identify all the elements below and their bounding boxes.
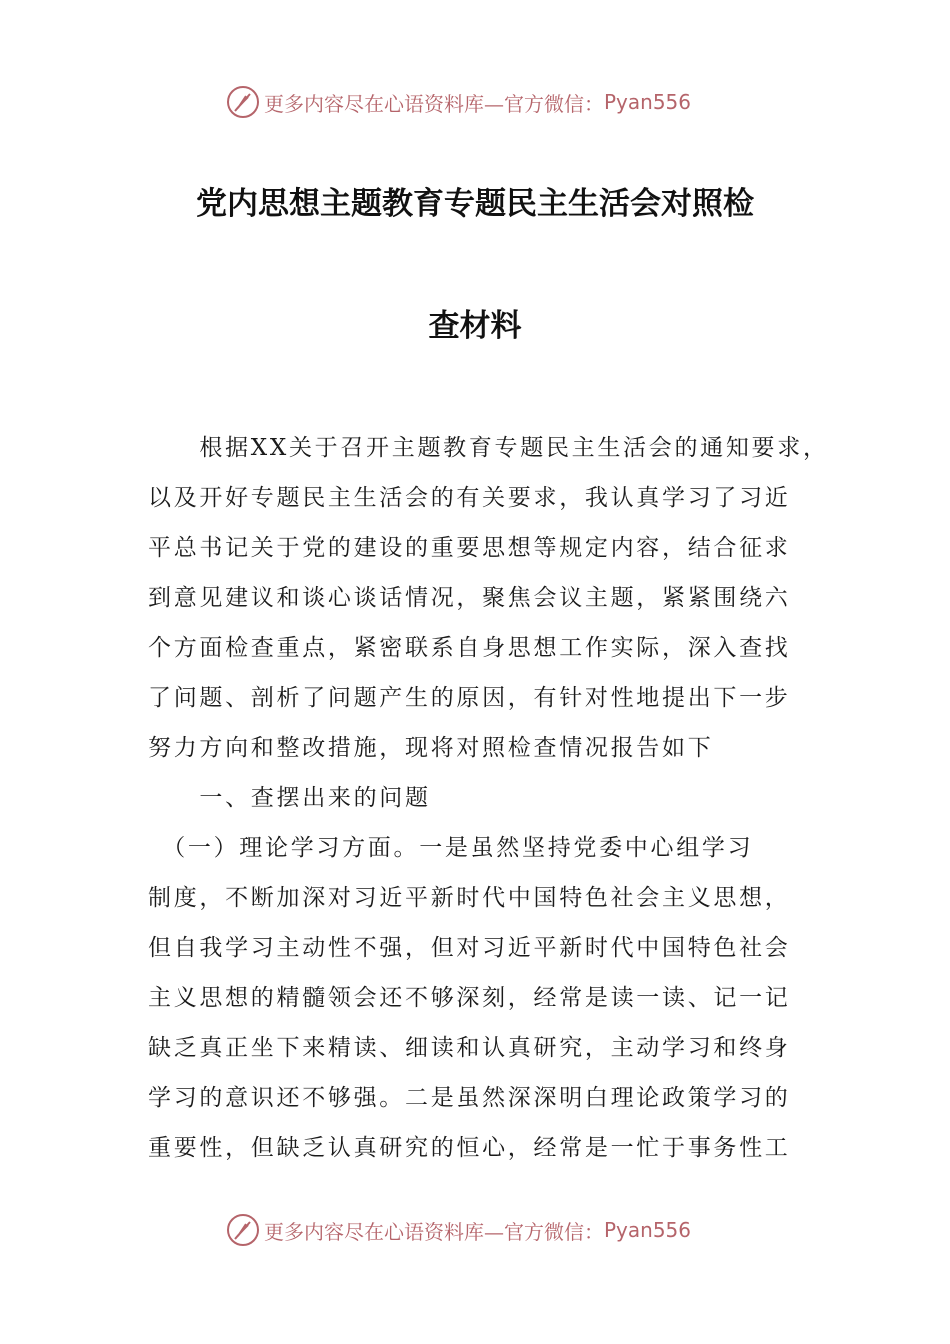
body-line: 学习的意识还不够强。二是虽然深深明白理论政策学习的 [148,1085,791,1111]
watermark-text: 更多内容尽在心语资料库—官方微信： [264,1219,604,1244]
body-line: 重要性，但缺乏认真研究的恒心，经常是一忙于事务性工 [148,1135,791,1161]
watermark-text: 更多内容尽在心语资料库—官方微信： [264,91,604,116]
body-line: 平总书记关于党的建设的重要思想等规定内容，结合征求 [148,535,791,561]
document-title-line-2: 查材料 [428,308,522,344]
document-body [148,428,829,1178]
body-line: 以及开好专题民主生活会的有关要求，我认真学习了习近 [148,485,791,511]
document-title-line-1: 党内思想主题教育专题民主生活会对照检 [196,186,754,222]
body-line: 制度，不断加深对习近平新时代中国特色社会主义思想， [148,885,791,911]
body-line: 到意见建议和谈心谈话情况，聚焦会议主题，紧紧围绕六 [148,585,791,611]
quill-logo-icon [226,85,260,119]
quill-logo-icon [226,1213,260,1247]
watermark-footer [226,1213,746,1247]
body-line: 个方面检查重点，紧密联系自身思想工作实际，深入查找 [148,635,791,661]
body-line: 了问题、剖析了问题产生的原因，有针对性地提出下一步 [148,685,791,711]
section-heading: 一、查摆出来的问题 [148,785,431,811]
body-line: 根据XX关于召开主题教育专题民主生活会的通知要求， [148,435,829,461]
body-line: 缺乏真正坐下来精读、细读和认真研究，主动学习和终身 [148,1035,791,1061]
body-line: 主义思想的精髓领会还不够深刻，经常是读一读、记一记 [148,985,791,1011]
watermark-header [226,85,746,119]
body-line: （一）理论学习方面。一是虽然坚持党委中心组学习 [148,835,754,861]
body-line: 努力方向和整改措施，现将对照检查情况报告如下 [148,735,714,761]
body-line: 但自我学习主动性不强，但对习近平新时代中国特色社会 [148,935,791,961]
watermark-wechat-id: Pyan556 [604,1218,692,1242]
watermark-wechat-id: Pyan556 [604,90,692,114]
